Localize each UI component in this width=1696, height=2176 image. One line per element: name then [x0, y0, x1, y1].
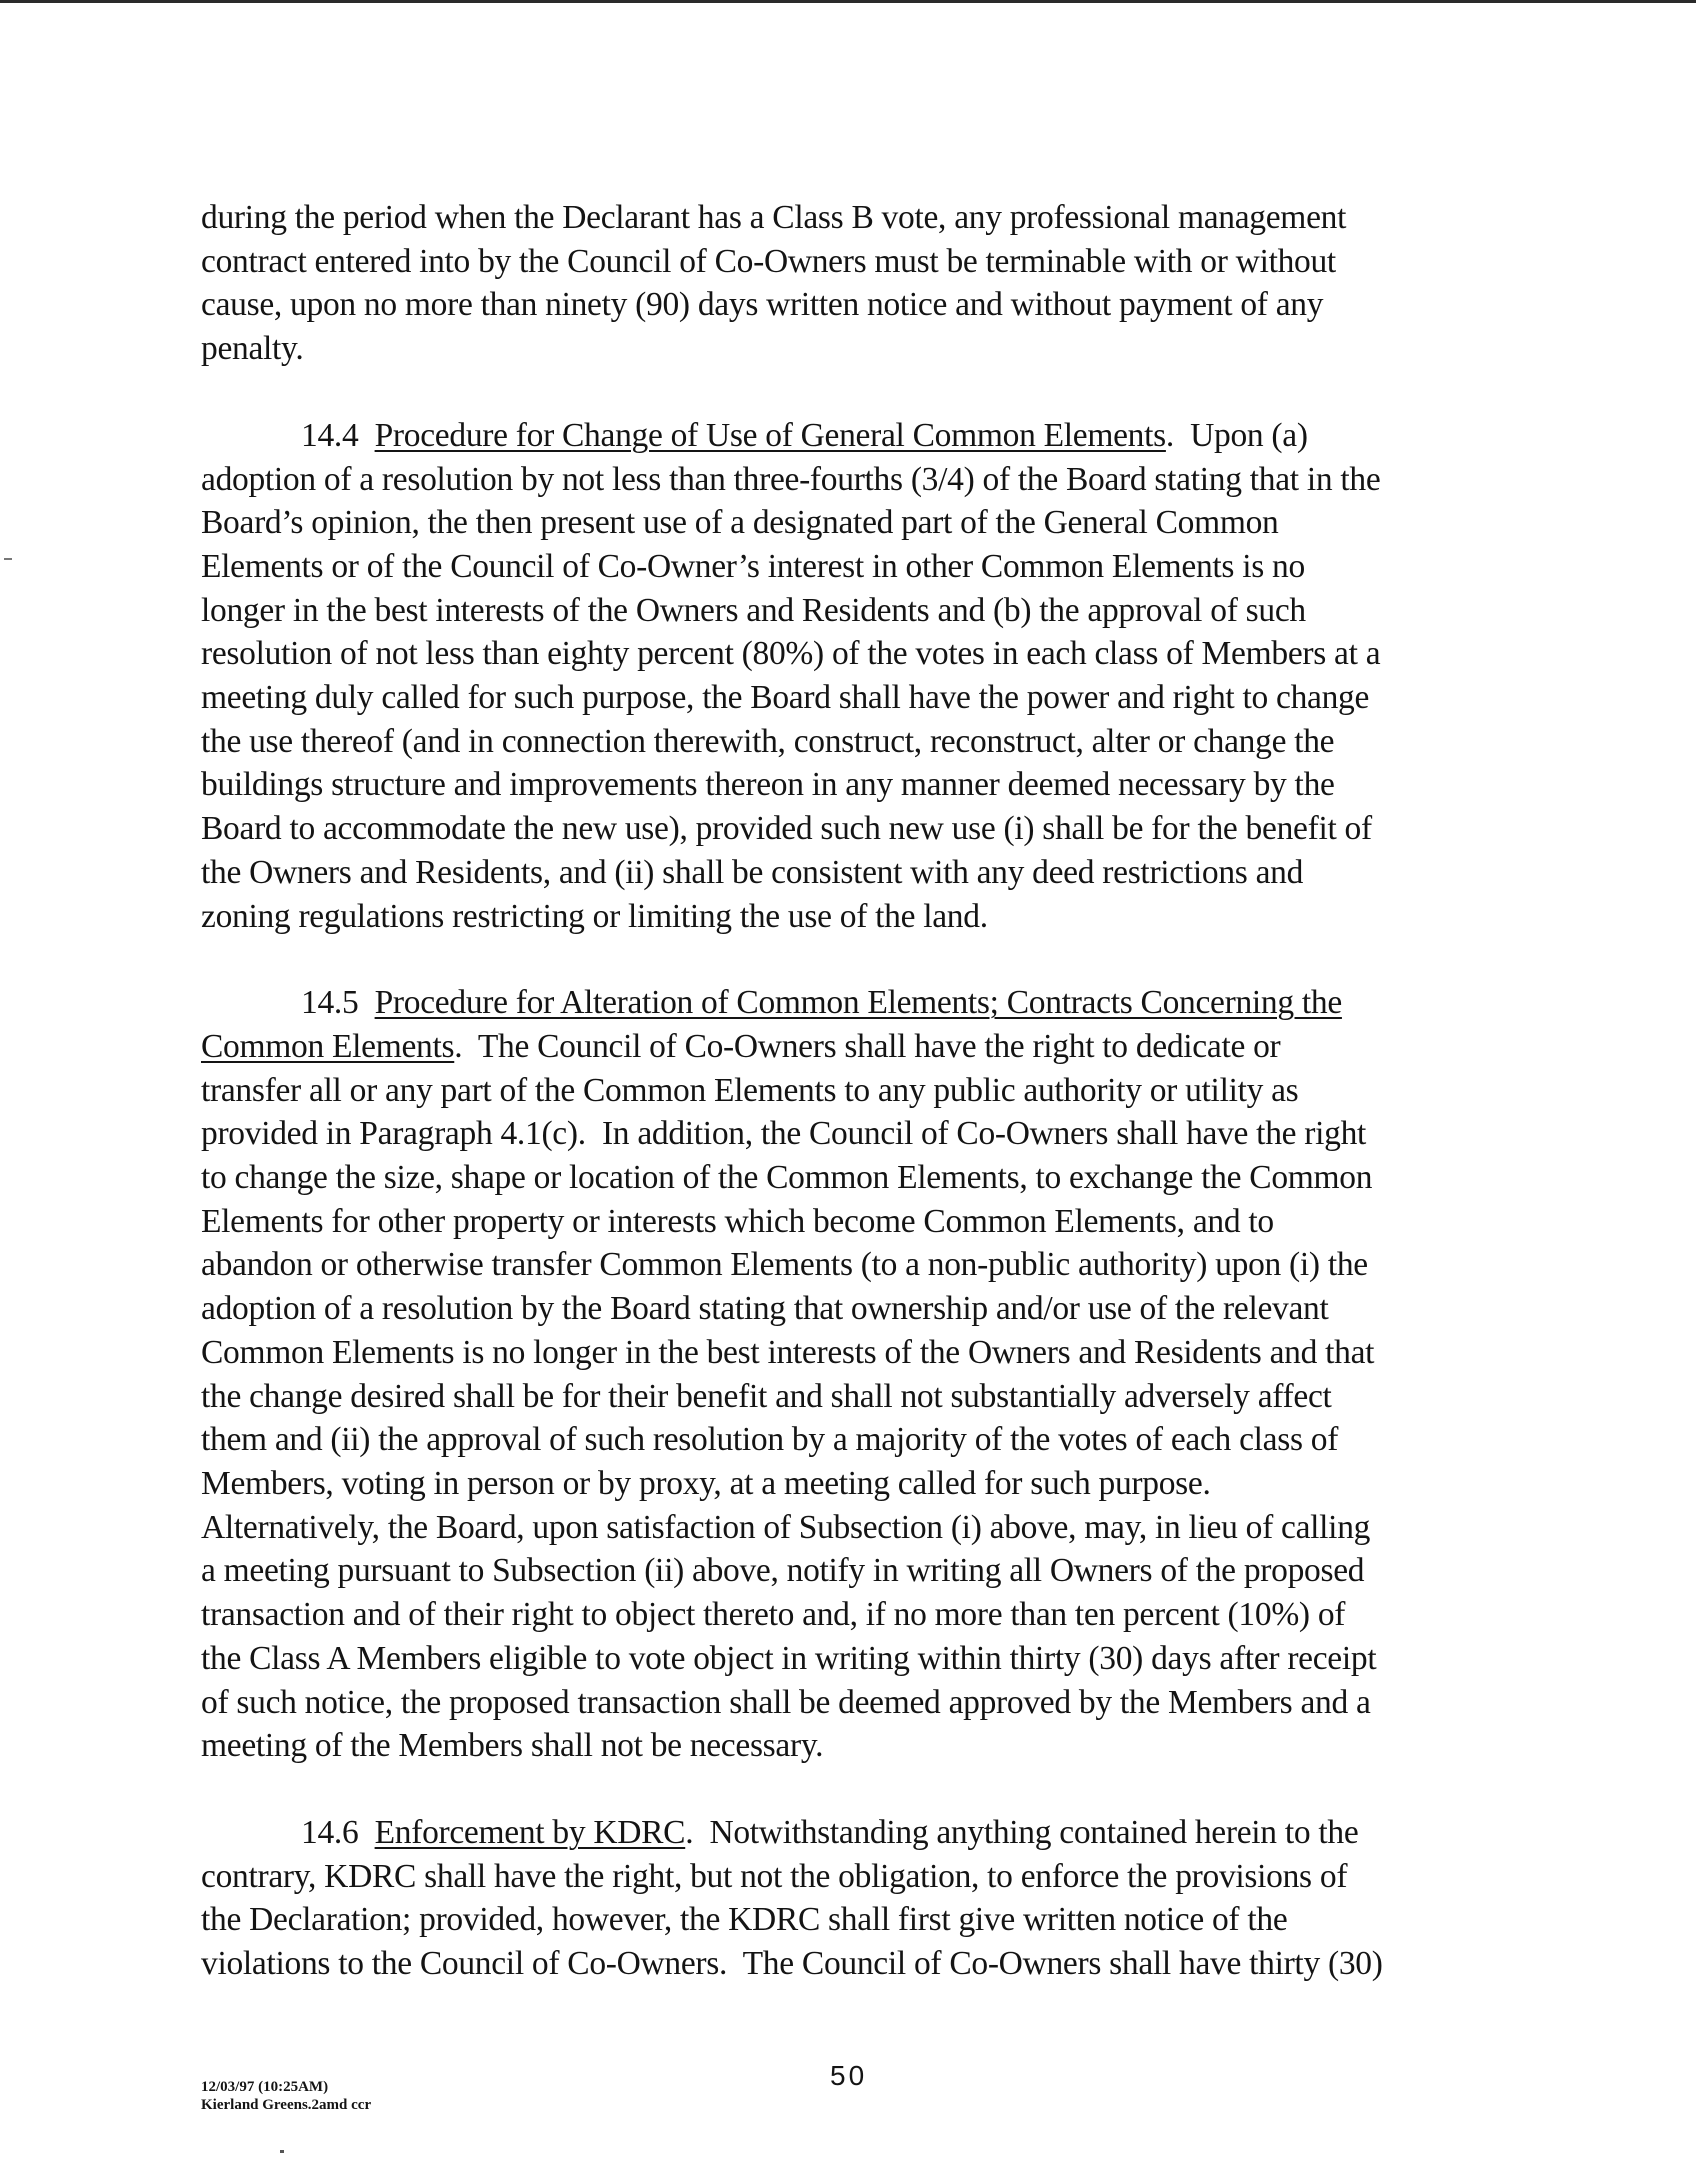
- heading-punctuation: .: [1165, 416, 1174, 454]
- text-line: Alternatively, the Board, upon satisfaction of Subsection (i) above, may, in lieu of calling: [201, 1508, 1371, 1546]
- scan-artifact-mark: [4, 558, 12, 560]
- text-line: meeting duly called for such purpose, the Board shall have the power and right to change: [201, 679, 1370, 717]
- text-line: the use thereof (and in connection therewith, construct, reconstruct, alter or change the: [201, 722, 1335, 760]
- heading-punctuation: .: [454, 1027, 463, 1065]
- section-first-line: [201, 981, 1511, 1025]
- section-14-6: [201, 1811, 1511, 1986]
- text-line: Board to accommodate the new use), provided such new use (i) shall be for the benefit of: [201, 810, 1372, 848]
- text-line: adoption of a resolution by not less than three-fourths (3/4) of the Board stating that in the: [201, 460, 1381, 498]
- text-line: zoning regulations restricting or limiting the use of the land.: [201, 897, 988, 935]
- section-first-line: [201, 1811, 1511, 1855]
- text-line: adoption of a resolution by the Board stating that ownership and/or use of the relevant: [201, 1290, 1329, 1328]
- text-line: Members, voting in person or by proxy, at a meeting called for such purpose.: [201, 1464, 1211, 1502]
- text-line: Elements or of the Council of Co-Owner’s interest in other Common Elements is no: [201, 547, 1305, 585]
- text-line: contrary, KDRC shall have the right, but not the obligation, to enforce the provisions of: [201, 1857, 1348, 1895]
- text-fragment: Upon (a): [1173, 416, 1308, 454]
- text-line: abandon or otherwise transfer Common Elements (to a non-public authority) upon (i) the: [201, 1246, 1368, 1284]
- text-line: Board’s opinion, the then present use of a designated part of the General Common: [201, 504, 1279, 542]
- document-footer: [201, 2078, 371, 2114]
- text-line: during the period when the Declarant has a Class B vote, any professional management: [201, 199, 1347, 236]
- text-fragment: Notwithstanding anything contained herein to the: [693, 1813, 1359, 1851]
- section-number: 14.4: [301, 416, 359, 454]
- text-line: contract entered into by the Council of Co-Owners must be terminable with or without: [201, 242, 1336, 280]
- text-line: longer in the best interests of the Owners and Residents and (b) the approval of such: [201, 591, 1306, 629]
- section-number: 14.5: [301, 984, 359, 1022]
- page-number: 50: [830, 2060, 868, 2091]
- text-line: cause, upon no more than ninety (90) days written notice and without payment of any: [201, 286, 1324, 324]
- section-number: 14.6: [301, 1813, 359, 1851]
- section-second-line: [201, 1025, 1511, 1069]
- section-heading: Procedure for Change of Use of General Common Elements: [374, 416, 1166, 454]
- document-body: [201, 196, 1511, 2029]
- section-heading: Procedure for Alteration of Common Elements; Contracts Concerning the: [374, 984, 1342, 1022]
- text-line: Elements for other property or interests which become Common Elements, and to: [201, 1202, 1274, 1240]
- text-line: violations to the Council of Co-Owners. The Council of Co-Owners shall have thirty (30): [201, 1945, 1383, 1983]
- text-line: resolution of not less than eighty percent (80%) of the votes in each class of Members at a: [201, 635, 1381, 673]
- text-line: to change the size, shape or location of the Common Elements, to exchange the Common: [201, 1159, 1373, 1197]
- text-line: transaction and of their right to object thereto and, if no more than ten percent (10%) of: [201, 1596, 1346, 1634]
- text-line: the Class A Members eligible to vote object in writing within thirty (30) days after receipt: [201, 1639, 1377, 1677]
- section-heading: Enforcement by KDRC: [374, 1813, 686, 1851]
- section-14-5: [201, 981, 1511, 1768]
- text-line: a meeting pursuant to Subsection (ii) above, notify in writing all Owners of the proposed: [201, 1552, 1365, 1590]
- text-line: the change desired shall be for their benefit and shall not substantially adversely affect: [201, 1377, 1332, 1415]
- text-fragment: The Council of Co-Owners shall have the right to dedicate or: [462, 1027, 1281, 1065]
- text-line: them and (ii) the approval of such resolution by a majority of the votes of each class of: [201, 1421, 1339, 1459]
- scan-artifact-dot: [280, 2150, 284, 2153]
- footer-filename: Kierland Greens.2amd ccr: [201, 2097, 372, 2113]
- text-line: buildings structure and improvements thereon in any manner deemed necessary by the: [201, 766, 1335, 804]
- paragraph-continuation: [201, 196, 1511, 371]
- heading-punctuation: .: [685, 1813, 694, 1851]
- section-heading-continued: Common Elements: [201, 1027, 455, 1065]
- text-line: Common Elements is no longer in the best interests of the Owners and Residents and that: [201, 1333, 1375, 1371]
- text-line: the Declaration; provided, however, the KDRC shall first give written notice of the: [201, 1901, 1288, 1939]
- text-line: provided in Paragraph 4.1(c). In addition, the Council of Co-Owners shall have the right: [201, 1115, 1367, 1153]
- text-line: of such notice, the proposed transaction shall be deemed approved by the Members and a: [201, 1683, 1371, 1721]
- text-line: penalty.: [201, 330, 304, 368]
- section-14-4: [201, 414, 1511, 938]
- text-line: the Owners and Residents, and (ii) shall be consistent with any deed restrictions and: [201, 853, 1304, 891]
- text-line: meeting of the Members shall not be necessary.: [201, 1727, 824, 1765]
- text-line: transfer all or any part of the Common Elements to any public authority or utility as: [201, 1071, 1299, 1109]
- scan-top-edge: [0, 0, 1696, 3]
- footer-date: 12/03/97 (10:25AM): [201, 2079, 329, 2095]
- section-first-line: [201, 414, 1511, 458]
